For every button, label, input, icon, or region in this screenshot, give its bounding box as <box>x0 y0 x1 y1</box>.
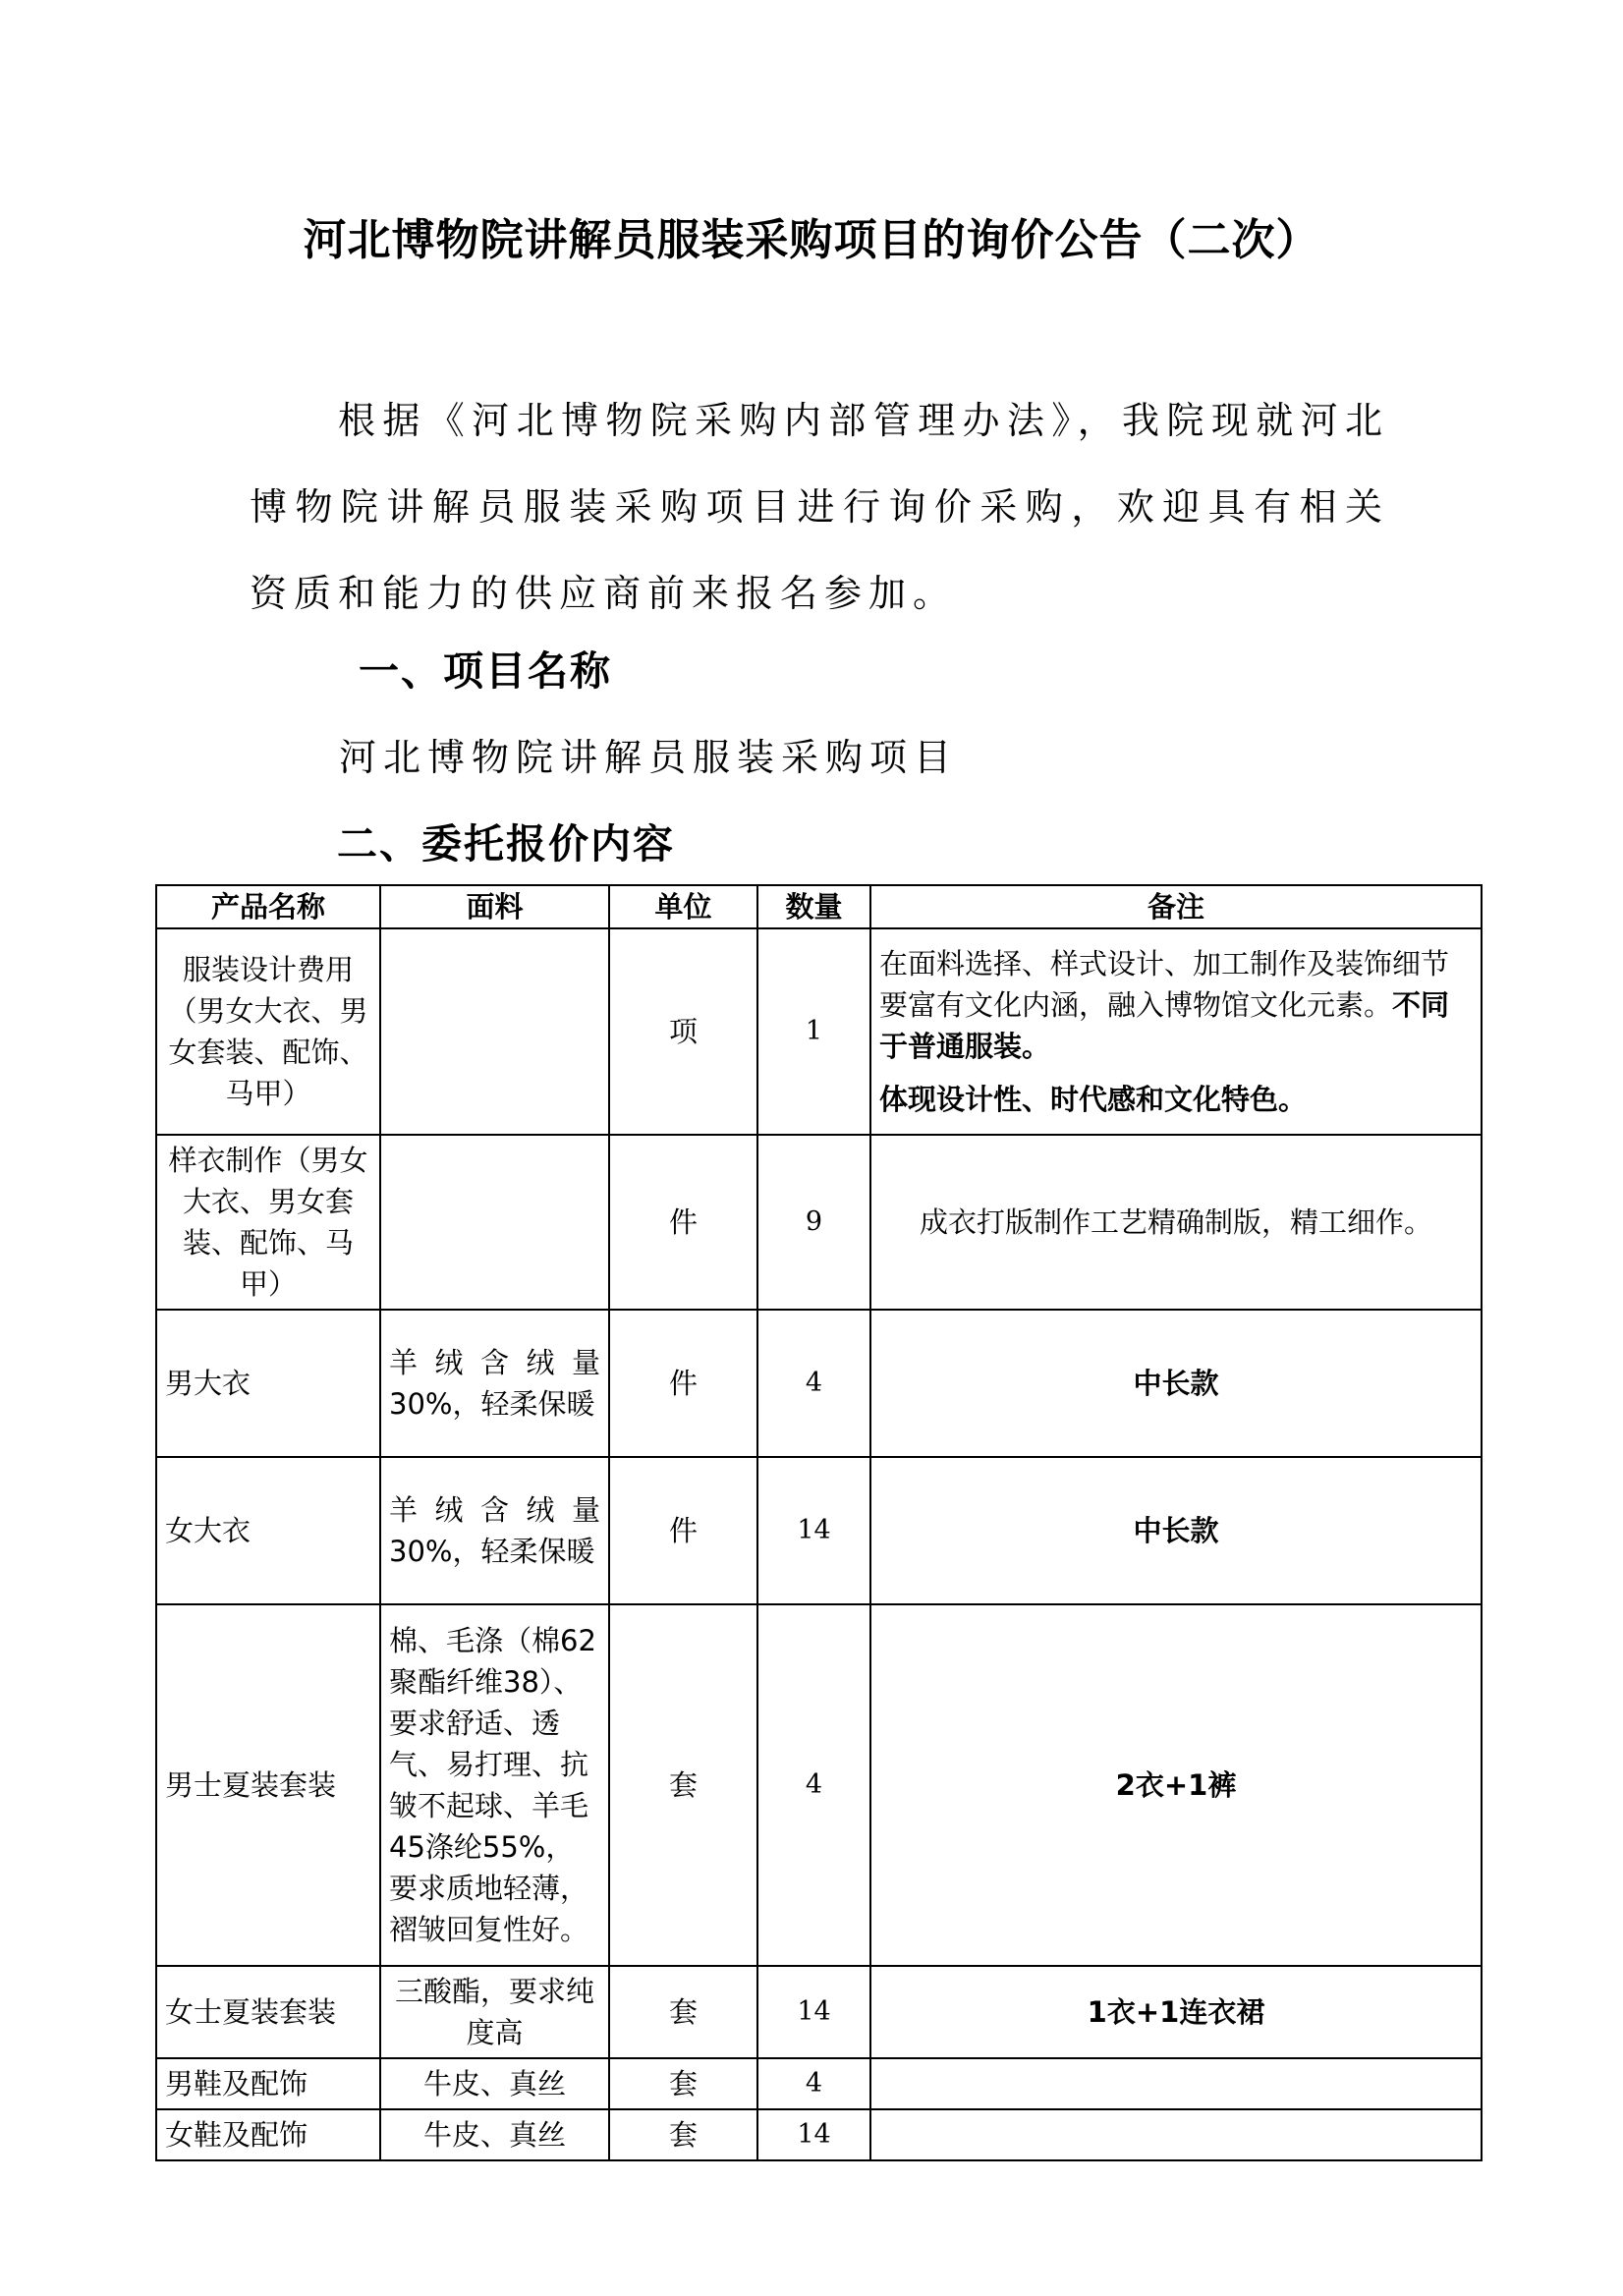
note-emphasis-line: 体现设计性、时代感和文化特色。 <box>879 1083 1308 1116</box>
cell-qty: 4 <box>757 1604 870 1966</box>
cell-qty: 14 <box>757 1457 870 1604</box>
fabric-line: 30%，轻柔保暖 <box>389 1535 595 1568</box>
cell-unit: 套 <box>609 1604 757 1966</box>
cell-product: 样衣制作（男女大衣、男女套装、配饰、马甲） <box>156 1135 380 1310</box>
cell-fabric: 牛皮、真丝 <box>380 2058 609 2109</box>
fabric-line: 羊绒含绒量 <box>389 1346 600 1379</box>
cell-qty: 4 <box>757 1310 870 1457</box>
cell-product: 男鞋及配饰 <box>156 2058 380 2109</box>
project-name-text: 河北博物院讲解员服装采购项目 <box>339 736 959 779</box>
table-row <box>156 1604 1482 1966</box>
header-unit: 单位 <box>609 885 757 928</box>
table-header-row <box>156 885 1482 928</box>
fabric-line: 羊绒含绒量 <box>389 1493 600 1527</box>
cell-qty: 9 <box>757 1135 870 1310</box>
table-row <box>156 1966 1482 2058</box>
section-heading-quote-content: 二、委托报价内容 <box>337 820 675 868</box>
cell-product: 男大衣 <box>156 1310 380 1457</box>
intro-paragraph: 根据《河北博物院采购内部管理办法》，我院现就河北博物院讲解员服装采购项目进行询价采购，欢迎具有相关资质和能力的供应商前来报名参加。 <box>250 399 1389 615</box>
table-row <box>156 928 1482 1135</box>
cell-unit: 套 <box>609 1966 757 2058</box>
cell-qty: 1 <box>757 928 870 1135</box>
cell-fabric: 棉、毛涤（棉62聚酯纤维38）、要求舒适、透气、易打理、抗皱不起球、羊毛45涤纶55%，要求质地轻薄，褶皱回复性好。 <box>380 1604 609 1966</box>
cell-product: 服装设计费用（男女大衣、男女套装、配饰、马甲） <box>156 928 380 1135</box>
cell-note <box>870 928 1482 1135</box>
table-row <box>156 2109 1482 2160</box>
cell-note: 1衣+1连衣裙 <box>870 1966 1482 2058</box>
cell-product: 女士夏装套装 <box>156 1966 380 2058</box>
cell-unit: 套 <box>609 2058 757 2109</box>
cell-unit: 件 <box>609 1310 757 1457</box>
quote-table <box>155 884 1483 2161</box>
cell-note <box>870 2109 1482 2160</box>
cell-fabric: 三酸酯，要求纯度高 <box>380 1966 609 2058</box>
table-row <box>156 1135 1482 1310</box>
cell-fabric <box>380 928 609 1135</box>
note-emphasis: 不同于普通服装。 <box>879 988 1450 1063</box>
section-heading-project-name: 一、项目名称 <box>359 647 612 695</box>
cell-note: 2衣+1裤 <box>870 1604 1482 1966</box>
cell-note <box>870 2058 1482 2109</box>
cell-qty: 14 <box>757 1966 870 2058</box>
cell-note: 中长款 <box>870 1310 1482 1457</box>
header-product: 产品名称 <box>156 885 380 928</box>
cell-product: 女大衣 <box>156 1457 380 1604</box>
cell-fabric <box>380 1457 609 1604</box>
header-qty: 数量 <box>757 885 870 928</box>
cell-product: 男士夏装套装 <box>156 1604 380 1966</box>
table-row <box>156 1310 1482 1457</box>
cell-unit: 件 <box>609 1457 757 1604</box>
cell-product: 女鞋及配饰 <box>156 2109 380 2160</box>
cell-qty: 14 <box>757 2109 870 2160</box>
header-fabric: 面料 <box>380 885 609 928</box>
cell-note: 成衣打版制作工艺精确制版，精工细作。 <box>870 1135 1482 1310</box>
cell-fabric <box>380 1310 609 1457</box>
header-note: 备注 <box>870 885 1482 928</box>
cell-note: 中长款 <box>870 1457 1482 1604</box>
note-text: 在面料选择、样式设计、加工制作及装饰细节要富有文化内涵，融入博物馆文化元素。 <box>879 947 1450 1022</box>
cell-unit: 项 <box>609 928 757 1135</box>
cell-unit: 件 <box>609 1135 757 1310</box>
cell-unit: 套 <box>609 2109 757 2160</box>
page-title: 河北博物院讲解员服装采购项目的询价公告（二次） <box>303 215 1320 265</box>
fabric-line: 30%，轻柔保暖 <box>389 1387 595 1421</box>
table-row <box>156 2058 1482 2109</box>
cell-fabric <box>380 1135 609 1310</box>
cell-fabric: 牛皮、真丝 <box>380 2109 609 2160</box>
cell-qty: 4 <box>757 2058 870 2109</box>
table-row <box>156 1457 1482 1604</box>
